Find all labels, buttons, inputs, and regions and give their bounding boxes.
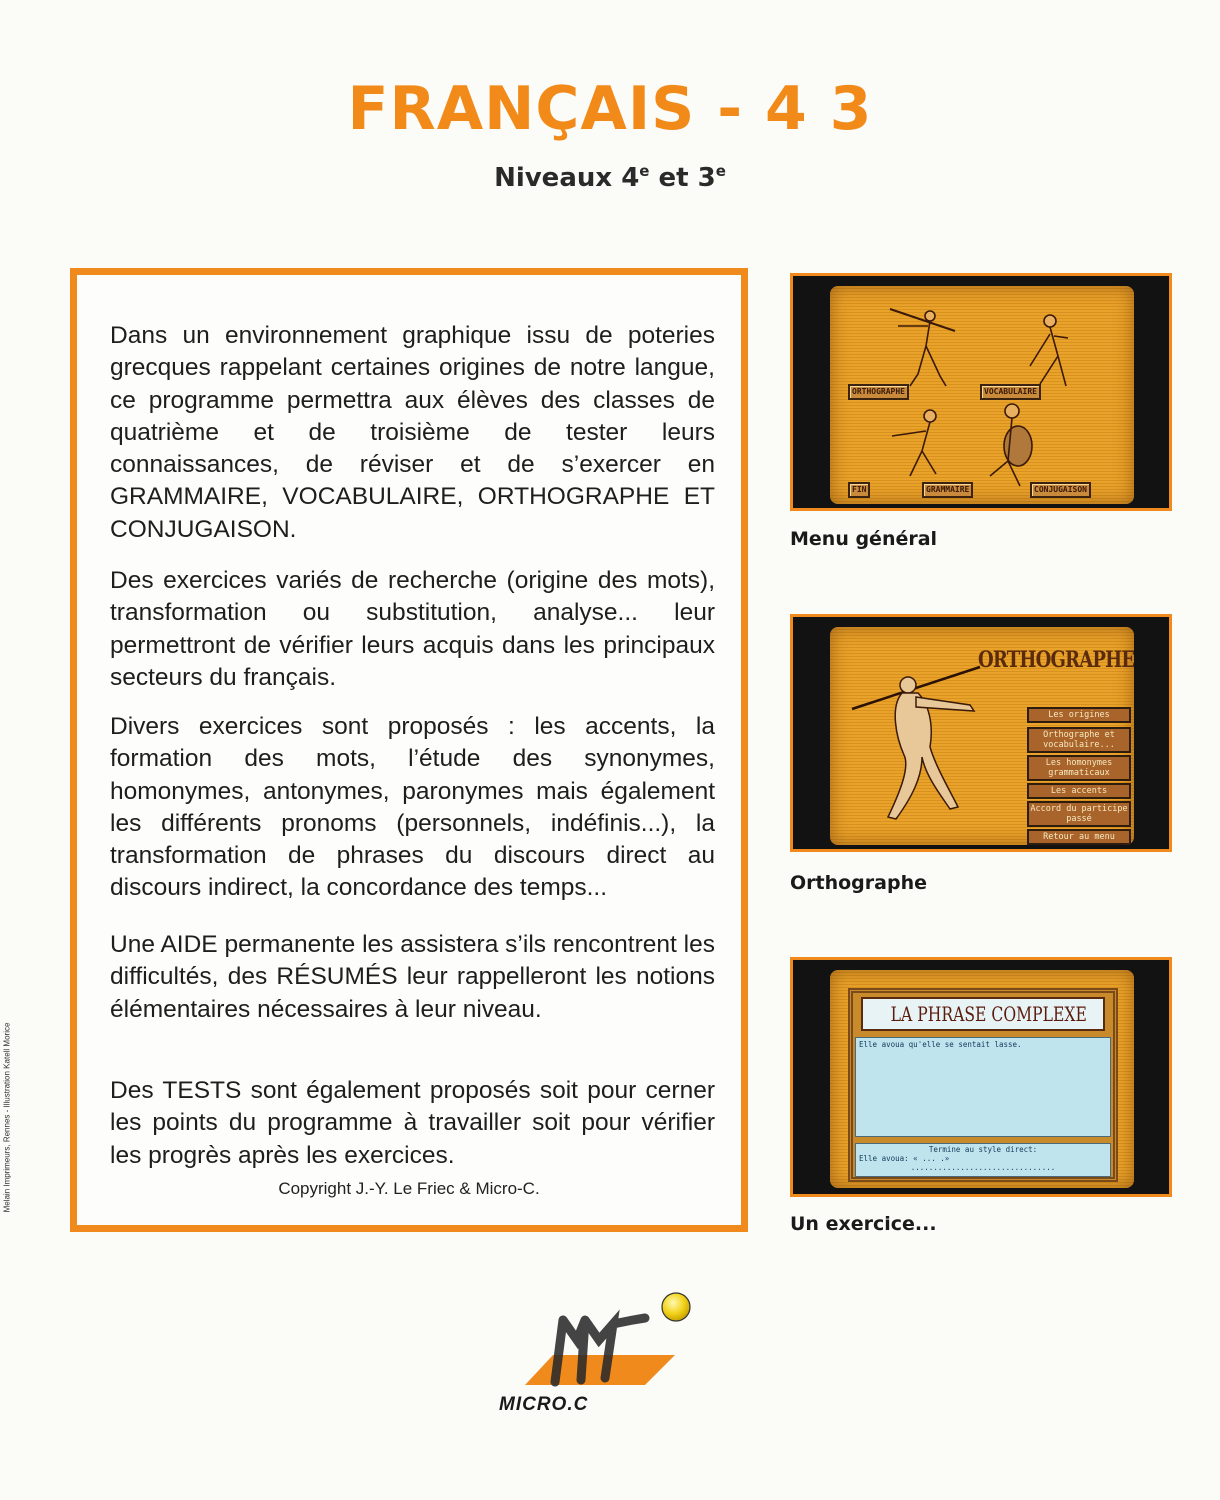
menu-button-orthographe: ORTHOGRAPHE (848, 384, 909, 400)
ortho-menu-orthographe-vocabulaire: Orthographe et vocabulaire... (1027, 727, 1131, 753)
ortho-menu-les-origines: Les origines (1027, 707, 1131, 723)
logo-orange-parallelogram (525, 1355, 675, 1385)
menu-button-fin: FIN (848, 482, 870, 498)
caption-orthographe: Orthographe (790, 872, 927, 894)
screenshot-orthographe (790, 614, 1172, 852)
paragraph-exercises: Des exercices variés de recherche (origine des mots), transformation ou substitution, analyse... leur permettront de vérifier leurs acquis dans les principaux secteurs du français. (110, 567, 715, 691)
copyright-text: Copyright J.-Y. Le Friec & Micro-C. (278, 1179, 540, 1198)
subtitle-sup-2: e (715, 162, 726, 180)
micro-c-logo (495, 1280, 705, 1430)
subtitle-sup-1: e (639, 162, 650, 180)
paragraph-tests: Des TESTS sont également proposés soit pour cerner les points du programme à travailler soit pour vérifier les progrès après les exercices. (110, 1077, 715, 1169)
screen-menu (830, 286, 1134, 504)
screenshot-exercice (790, 957, 1172, 1197)
exercise-instruction: Termine au style direct: (928, 1145, 1038, 1154)
exercise-answer-line: ................................ (910, 1163, 1056, 1172)
screen-orthographe (830, 627, 1134, 845)
ortho-menu-accord-participe: Accord du participe passé (1027, 801, 1131, 827)
caption-exercice: Un exercice... (790, 1213, 937, 1235)
ortho-menu-accents: Les accents (1027, 783, 1131, 799)
ortho-menu-retour: Retour au menu (1027, 829, 1131, 845)
exercise-title (861, 997, 1105, 1031)
page-subtitle (0, 162, 1220, 193)
paragraph-help: Une AIDE permanente les assistera s’ils rencontrent les difficultés, des RÉSUMÉS leur rappelleront les notions élémentaires nécessaires à leur niveau. (110, 931, 715, 1023)
javelin-line (890, 309, 955, 331)
exercise-title-text: LA PHRASE COMPLEXE (890, 1002, 1087, 1026)
logo-yellow-ball (662, 1293, 690, 1321)
exercise-prompt: Elle avoua: « ... .» (859, 1154, 950, 1163)
description-box (70, 268, 748, 1232)
caption-menu-general: Menu général (790, 528, 938, 550)
exercise-answer-panel (855, 1143, 1111, 1177)
page-title: FRANÇAIS - 4 3 (347, 74, 873, 144)
subtitle-prefix: Niveaux 4 (494, 163, 640, 193)
exercise-sentence: Elle avoua qu'elle se sentait lasse. (859, 1040, 1022, 1049)
paragraph-intro: Dans un environnement graphique issu de poteries grecques rappelant certaines origines de notre langue, ce programme permettra aux élèves des classes de quatrième et de troisième de tester leurs connaissances, de réviser et de s’exercer en GRAMMAIRE, VOCABULAIRE, ORTHOGRAPHE ET CONJUGAISON. (110, 322, 715, 543)
screenshot-menu-general (790, 273, 1172, 511)
menu-button-vocabulaire: VOCABULAIRE (980, 384, 1041, 400)
logo-text: MICRO.C (499, 1394, 589, 1415)
screen-exercice (830, 970, 1134, 1188)
ortho-menu-homonymes: Les homonymes grammaticaux (1027, 755, 1131, 781)
menu-button-conjugaison: CONJUGAISON (1030, 482, 1091, 498)
paragraph-topics: Divers exercices sont proposés : les accents, la formation des mots, l’étude des synonymes, homonymes, antonymes, paronymes mais également les différents pronoms (personnels, indéfinis...), la transformation de phrases du discours direct au discours indirect, la concordance des temps... (110, 713, 715, 902)
printer-credit: Melain Imprimeurs, Rennes - Illustration Katell Morice (2, 1022, 12, 1213)
subtitle-mid: et 3 (649, 163, 716, 193)
exercise-sentence-panel (855, 1037, 1111, 1137)
orthographe-screen-title: ORTHOGRAPHE (978, 647, 1134, 673)
greek-key-border (848, 988, 1118, 1182)
menu-button-grammaire: GRAMMAIRE (922, 482, 973, 498)
